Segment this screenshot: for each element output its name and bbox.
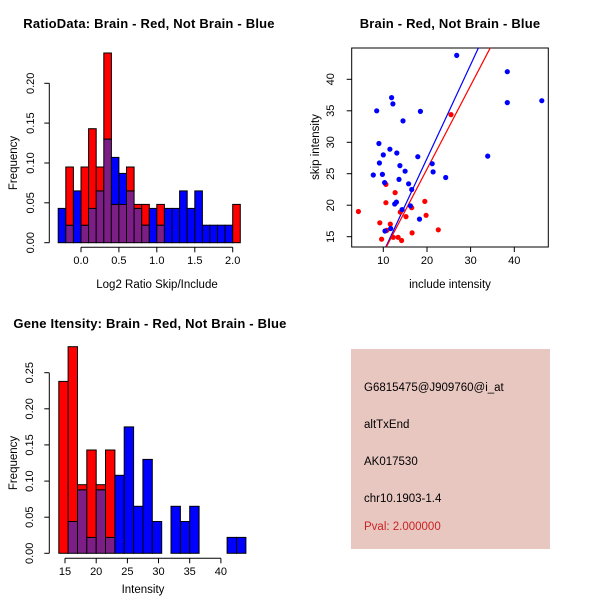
scatter-point-not-brain [390, 101, 395, 106]
x-tick-label: 2.0 [225, 255, 241, 267]
scatter-point-not-brain [382, 180, 387, 185]
scatter-title: Brain - Red, Not Brain - Blue [359, 16, 541, 31]
histogram-bar [171, 506, 180, 553]
y-tick-label: 0.10 [25, 152, 37, 174]
scatter-point-brain [448, 112, 453, 117]
histogram-bar [152, 522, 161, 554]
y-tick-label: 0.05 [25, 192, 37, 214]
scatter-point-not-brain [454, 53, 459, 58]
scatter-point-not-brain [418, 109, 423, 114]
scatter-point-brain [379, 237, 384, 242]
histogram-bar [119, 204, 127, 242]
x-tick-label: 35 [183, 566, 196, 578]
histogram-bar [149, 208, 157, 242]
scatter-point-brain [388, 222, 393, 227]
scatter-point-not-brain [431, 169, 436, 174]
histogram-bar [172, 208, 180, 242]
scatter-point-not-brain [430, 161, 435, 166]
histogram-bar [115, 475, 124, 553]
ratio-histogram [25, 53, 240, 267]
scatter-point-not-brain [408, 203, 413, 208]
histogram-bar [104, 53, 112, 139]
histogram-bar [142, 225, 150, 243]
histogram-bar [68, 347, 77, 522]
y-tick-label: 30 [325, 136, 337, 149]
x-tick-label: 15 [58, 566, 72, 578]
y-tick-label: 35 [325, 104, 337, 117]
x-tick-label: 40 [508, 255, 521, 267]
x-tick-label: 30 [152, 566, 165, 578]
histogram-bar [233, 204, 241, 242]
scatter-point-not-brain [389, 95, 394, 100]
histogram-bar [87, 537, 96, 553]
histogram-bar [81, 225, 89, 243]
histogram-bar [87, 450, 96, 537]
scatter-point-not-brain [400, 207, 405, 212]
gene-hist-title: Gene Itensity: Brain - Red, Not Brain - Blue [13, 316, 287, 331]
histogram-bar [127, 167, 135, 191]
brain-fit-line [386, 48, 490, 247]
histogram-bar [134, 208, 142, 242]
histogram-bar [96, 490, 105, 554]
histogram-bar [96, 167, 104, 191]
histogram-bar [237, 537, 246, 553]
ratio-hist-xlabel: Log2 Ratio Skip/Include [96, 279, 218, 291]
info-probe-line: G6815475@J909760@i_at [364, 382, 504, 394]
scatter-point-not-brain [505, 100, 510, 105]
scatter-point-not-brain [387, 147, 392, 152]
histogram-bar [142, 204, 150, 225]
scatter-point-not-brain [388, 226, 393, 231]
histogram-bar [143, 459, 152, 553]
histogram-bar [78, 490, 87, 554]
scatter-point-not-brain [406, 181, 411, 186]
not-brain-fit-line [386, 48, 479, 247]
histogram-bar [66, 167, 74, 225]
scatter-point-not-brain [376, 141, 381, 146]
scatter-ylabel: skip intensity [310, 114, 322, 180]
scatter-point-brain [422, 199, 427, 204]
scatter-point-not-brain [400, 118, 405, 123]
histogram-bar [58, 208, 66, 242]
y-tick-label: 0.10 [24, 470, 36, 492]
histogram-bar [225, 225, 233, 243]
gene-hist-xlabel: Intensity [121, 584, 165, 596]
x-tick-label: 10 [377, 255, 390, 267]
histogram-bar [111, 157, 119, 204]
x-tick-label: 20 [90, 566, 103, 578]
scatter-point-brain [393, 190, 398, 195]
y-tick-label: 40 [325, 73, 337, 86]
histogram-bar [78, 485, 87, 490]
y-tick-label: 0.15 [24, 434, 36, 456]
y-tick-label: 25 [325, 167, 337, 180]
scatter-point-not-brain [380, 172, 385, 177]
x-tick-label: 0.0 [73, 255, 89, 267]
histogram-bar [210, 225, 218, 243]
scatter-point-not-brain [396, 177, 401, 182]
scatter-point-not-brain [381, 152, 386, 157]
x-tick-label: 1.0 [149, 255, 165, 267]
scatter-point-not-brain [443, 175, 448, 180]
histogram-bar [96, 191, 104, 243]
ratio-hist-title: RatioData: Brain - Red, Not Brain - Blue [23, 16, 275, 31]
x-tick-label: 20 [420, 255, 434, 267]
scatter-point-not-brain [415, 154, 420, 159]
histogram-bar [106, 537, 115, 553]
y-tick-label: 0.05 [24, 506, 36, 528]
scatter-point-brain [377, 220, 382, 225]
y-tick-label: 0.20 [25, 72, 37, 95]
histogram-bar [134, 204, 142, 208]
intensity-scatter [325, 48, 548, 267]
histogram-bar [66, 225, 74, 243]
gene-histogram [24, 347, 246, 578]
histogram-bar [124, 427, 133, 553]
histogram-bar [68, 522, 77, 554]
scatter-point-not-brain [377, 160, 382, 165]
info-accession-line: AK017530 [364, 456, 418, 468]
scatter-point-not-brain [485, 154, 490, 159]
histogram-bar [180, 191, 188, 243]
scatter-point-brain [410, 230, 415, 235]
y-tick-label: 0.00 [24, 542, 36, 565]
histogram-bar [157, 225, 165, 243]
histogram-bar [227, 537, 236, 553]
histogram-bar [81, 167, 89, 225]
scatter-point-not-brain [394, 150, 399, 155]
info-pval-line: Pval: 2.000000 [364, 521, 441, 533]
scatter-point-not-brain [371, 172, 376, 177]
x-tick-label: 30 [464, 255, 477, 267]
info-location-line: chr10.1903-1.4 [364, 493, 442, 505]
scatter-point-not-brain [397, 163, 402, 168]
scatter-point-brain [403, 214, 408, 219]
histogram-bar [164, 208, 172, 242]
histogram-bar [89, 208, 97, 242]
x-tick-label: 40 [214, 566, 228, 578]
scatter-point-not-brain [505, 69, 510, 74]
y-tick-label: 15 [325, 230, 337, 243]
scatter-point-not-brain [417, 217, 422, 222]
scatter-point-not-brain [409, 187, 414, 192]
histogram-bar [104, 139, 112, 243]
histogram-bar [190, 506, 199, 553]
histogram-bar [187, 208, 195, 242]
x-tick-label: 0.5 [111, 255, 127, 267]
histogram-bar [89, 129, 97, 209]
plot-box [352, 48, 549, 247]
histogram-bar [96, 485, 105, 490]
scatter-point-not-brain [382, 228, 387, 233]
scatter-point-not-brain [374, 108, 379, 113]
histogram-bar [134, 506, 143, 553]
histogram-bar [218, 225, 226, 243]
y-tick-label: 0.00 [25, 231, 37, 254]
y-tick-label: 0.25 [24, 361, 36, 384]
scatter-xlabel: include intensity [409, 279, 491, 291]
y-tick-label: 0.15 [25, 112, 38, 134]
gene-hist-ylabel: Frequency [8, 435, 20, 491]
info-panel [351, 349, 550, 549]
histogram-bar [59, 381, 68, 553]
ratio-hist-ylabel: Frequency [8, 135, 20, 191]
histogram-bar [111, 204, 119, 242]
scatter-point-brain [399, 238, 404, 243]
histogram-bar [180, 522, 189, 554]
histogram-bar [127, 191, 135, 243]
scatter-point-brain [391, 235, 396, 240]
histogram-bar [106, 450, 115, 537]
x-tick-label: 25 [121, 566, 134, 578]
scatter-point-brain [383, 200, 388, 205]
scatter-point-brain [356, 209, 361, 214]
histogram-bar [73, 191, 81, 243]
scatter-point-not-brain [392, 201, 397, 206]
info-event-line: altTxEnd [364, 419, 410, 431]
scatter-point-not-brain [539, 98, 544, 103]
histogram-bar [202, 225, 210, 243]
scatter-point-brain [424, 213, 429, 218]
y-tick-label: 20 [325, 199, 337, 212]
histogram-bar [119, 173, 127, 204]
histogram-bar [195, 191, 203, 243]
scatter-point-not-brain [403, 169, 408, 174]
scatter-point-brain [436, 227, 441, 232]
x-tick-label: 1.5 [187, 255, 203, 267]
histogram-bar [157, 204, 165, 225]
y-tick-label: 0.20 [24, 398, 36, 420]
